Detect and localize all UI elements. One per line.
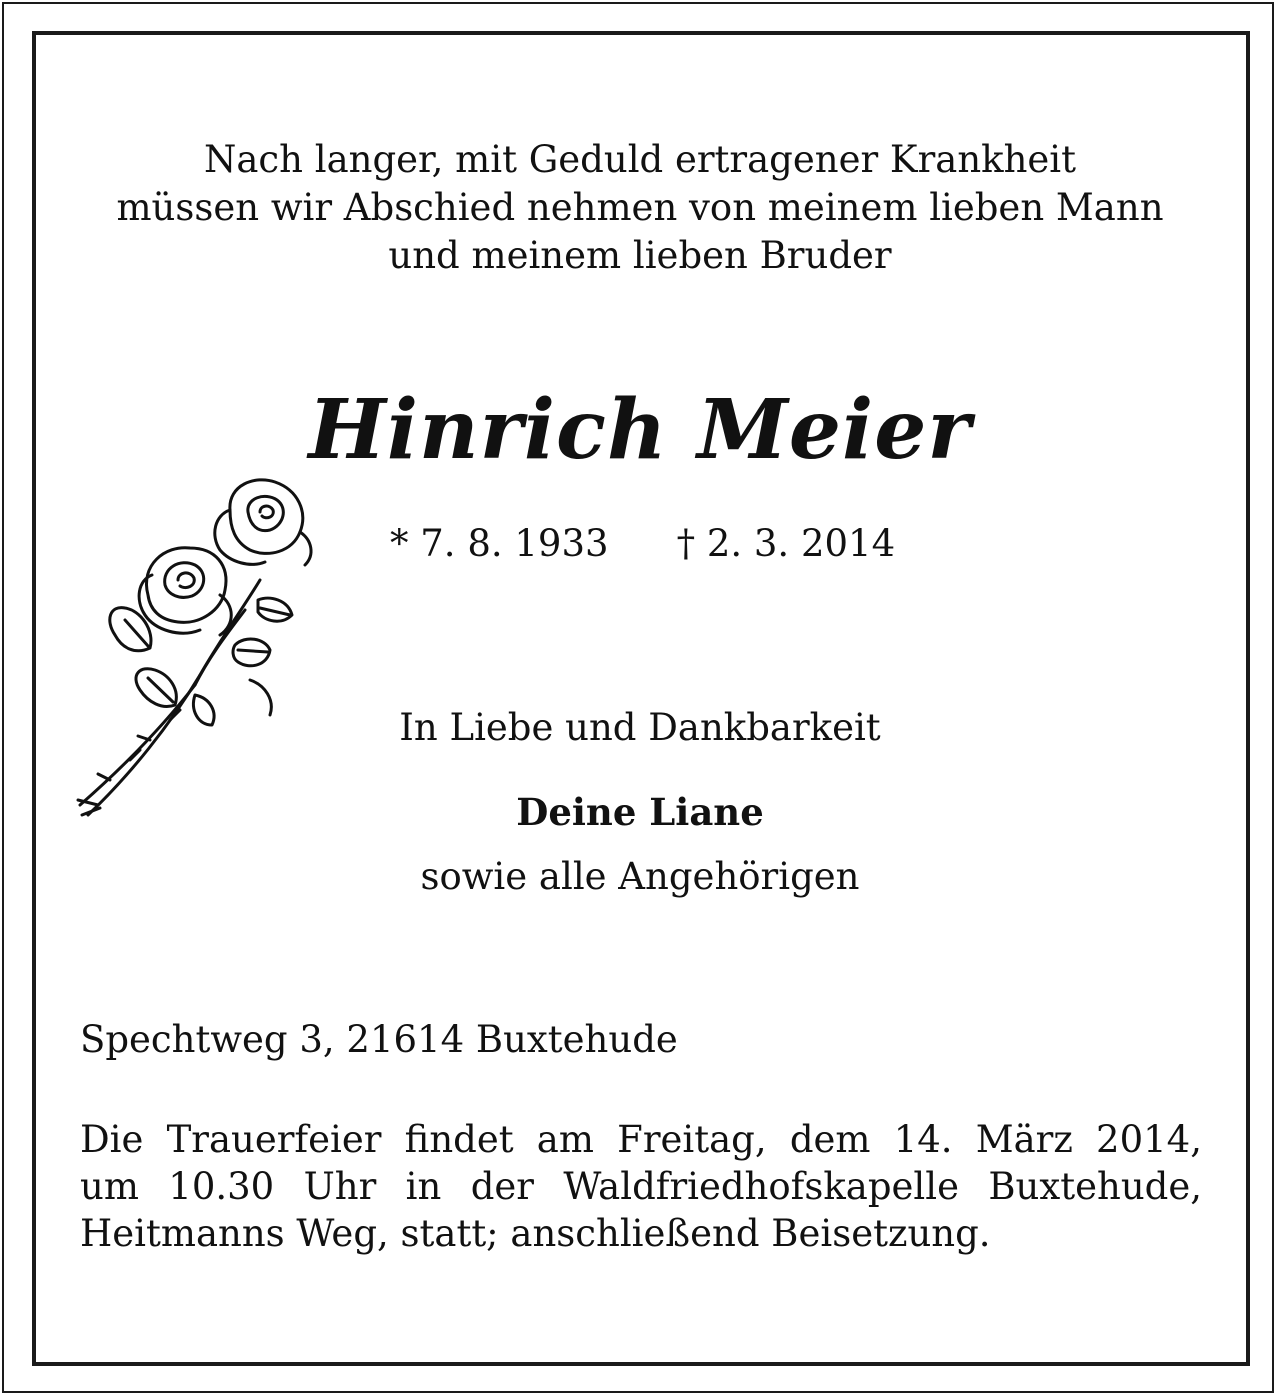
life-dates xyxy=(390,520,895,568)
intro-line-3: und meinem lieben Bruder xyxy=(388,234,892,277)
birth-date: * 7. 8. 1933 xyxy=(390,522,609,565)
ceremony-info xyxy=(80,1116,1202,1257)
ceremony-line-1: Die Trauerfeier findet am Freitag, dem 14. März 2014, xyxy=(80,1118,1202,1161)
death-date: † 2. 3. 2014 xyxy=(676,522,896,565)
deceased-name: Hinrich Meier xyxy=(308,382,972,478)
signer-name: Deine Liane xyxy=(516,790,764,834)
intro-line-1: Nach langer, mit Geduld ertragener Krankheit xyxy=(203,138,1076,181)
relatives-text: sowie alle Angehörigen xyxy=(420,855,860,898)
ceremony-line-3: Heitmanns Weg, statt; anschließend Beisetzung. xyxy=(80,1212,991,1255)
intro-line-2: müssen wir Abschied nehmen von meinem lieben Mann xyxy=(116,186,1164,229)
ceremony-line-2: um 10.30 Uhr in der Waldfriedhofskapelle Buxtehude, xyxy=(80,1165,1202,1208)
intro-text xyxy=(40,136,1240,280)
address-text: Spechtweg 3, 21614 Buxtehude xyxy=(80,1018,678,1061)
thanks-text: In Liebe und Dankbarkeit xyxy=(399,706,881,749)
